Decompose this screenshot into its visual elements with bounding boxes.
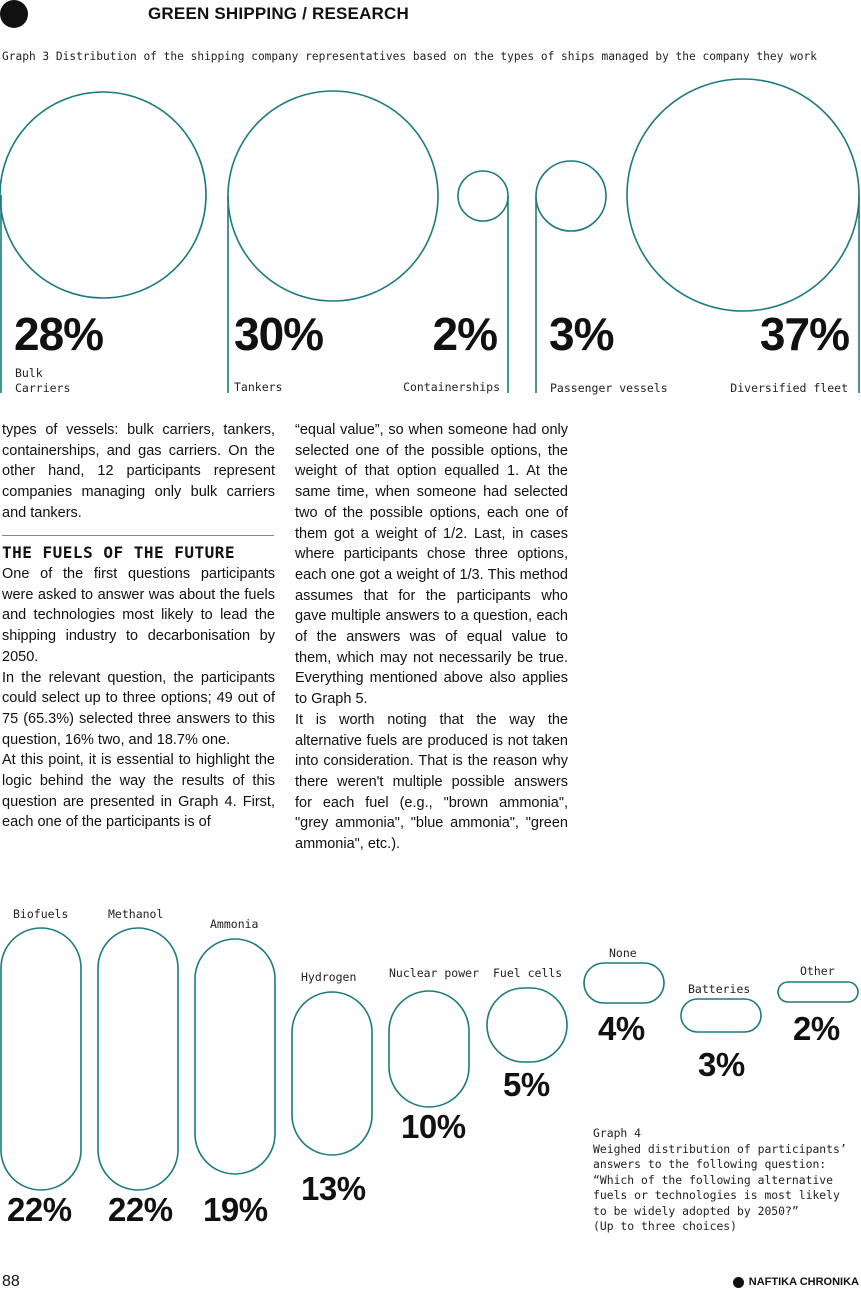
- graph4-label-other: Other: [800, 964, 835, 978]
- graph4-label-nuclear-power: Nuclear power: [389, 966, 480, 980]
- graph4-pct-hydrogen: 13%: [301, 1170, 366, 1207]
- graph3-label-diversified-fleet: Diversified fleet: [730, 381, 848, 395]
- graph3-pct-diversified-fleet: 37%: [759, 308, 849, 360]
- section-heading: THE FUELS OF THE FUTURE: [2, 543, 236, 562]
- graph3-label-containerships: Containerships: [403, 380, 500, 394]
- graph4-capsule-other: [778, 982, 858, 1002]
- graph4-capsule-batteries: [681, 999, 761, 1032]
- footer-brand-name: NAFTIKA CHRONIKA: [748, 1276, 859, 1288]
- graph4-label-methanol: Methanol: [108, 907, 164, 921]
- graph3-bubbles: [0, 75, 861, 400]
- graph4-capsule-nuclear-power: [389, 991, 469, 1107]
- graph3-bubble-containerships: [458, 171, 508, 221]
- graph4-label-hydrogen: Hydrogen: [301, 970, 357, 984]
- graph4-pct-other: 2%: [793, 1010, 840, 1047]
- graph4-pct-batteries: 3%: [698, 1046, 745, 1083]
- graph4-pct-biofuels: 22%: [7, 1191, 72, 1228]
- graph4-label-fuel-cells: Fuel cells: [493, 966, 563, 980]
- graph4-label-batteries: Batteries: [688, 982, 751, 996]
- graph4-capsule-biofuels: [1, 928, 81, 1190]
- graph4-label-ammonia: Ammonia: [210, 917, 259, 931]
- graph3-bubble-passenger-vessels: [536, 161, 606, 231]
- body-column-2: [295, 420, 568, 855]
- naftika-logo-icon: [0, 0, 28, 28]
- graph4-pct-nuclear-power: 10%: [401, 1108, 466, 1145]
- graph4-pct-ammonia: 19%: [203, 1191, 268, 1228]
- graph4-capsule-methanol: [98, 928, 178, 1190]
- graph4-capsule-ammonia: [195, 939, 275, 1174]
- graph3-label-passenger-vessels: Passenger vessels: [550, 381, 668, 395]
- graph4-pct-fuel-cells: 5%: [503, 1066, 550, 1103]
- graph4-label-biofuels: Biofuels: [13, 907, 69, 921]
- graph4-capsule-none: [584, 963, 664, 1003]
- graph3-pct-containerships: 2%: [432, 308, 497, 360]
- graph4-capsule-hydrogen: [292, 992, 372, 1155]
- graph3-pct-passenger-vessels: 3%: [549, 308, 614, 360]
- graph3-pct-bulk-carriers: 28%: [14, 308, 104, 360]
- body-column-1: [2, 420, 275, 524]
- body-paragraph: types of vessels: bulk carriers, tankers, containerships, and gas carriers. On the other hand, 12 participants represent companies managing only bulk carriers and tankers.: [2, 422, 275, 521]
- graph3-label-bulk-carriers: Bulk Carriers: [15, 366, 71, 395]
- body-paragraph: It is worth noting that the way the alternative fuels are produced is not taken into consideration. That is the reason why there weren't multiple possible answers for each fuel (e.g., "brown ammonia", "grey ammonia", "blue ammonia", "green ammonia", etc.).: [295, 711, 568, 853]
- graph4-pct-none: 4%: [598, 1010, 645, 1047]
- body-paragraph: One of the first questions participants were asked to answer was about the fuels and technologies most likely to lead the shipping industry to decarbonisation by 2050.: [2, 566, 275, 665]
- graph3-label-tankers: Tankers: [234, 380, 283, 394]
- body-column-1-lower: [2, 564, 275, 833]
- footer-brand: [733, 1276, 859, 1288]
- graph4-caption: Graph 4 Weighed distribution of participants’ answers to the following question: “Which of the following alternative fuels or technologies is most likely to be widely adopted by 2050?” (Up to three choices): [593, 1126, 847, 1233]
- body-paragraph: At this point, it is essential to highlight the logic behind the way the results of this question are presented in Graph 4. First, each one of the participants is of: [2, 752, 275, 831]
- graph3-bubble-bulk-carriers: [0, 92, 206, 298]
- graph3-pct-tankers: 30%: [234, 308, 324, 360]
- body-paragraph: In the relevant question, the participants could select up to three options; 49 out of 75 (65.3%) selected three answers to this question, 16% two, and 18.7% one.: [2, 669, 275, 748]
- graph3-caption: Graph 3 Distribution of the shipping company representatives based on the types of ships managed by the company they work: [2, 50, 817, 63]
- naftika-logo-icon: [733, 1277, 744, 1288]
- graph4-label-none: None: [609, 946, 637, 960]
- body-paragraph: “equal value”, so when someone had only selected one of the possible options, the weight of that option equalled 1. At the same time, when someone had selected two of the possible options, each one of them got a weight of 1/2. Last, in cases where participants chose three options, each one got a weight of 1/3. This method assumes that for the participants who gave multiple answers to a question, each of the answers was of equal value to them, which may not necessarily be true. Everything mentioned above also applies to Graph 5.: [295, 422, 568, 708]
- page-section-title: GREEN SHIPPING / RESEARCH: [148, 4, 409, 23]
- graph4-pct-methanol: 22%: [108, 1191, 173, 1228]
- graph4-capsule-fuel-cells: [487, 988, 567, 1062]
- page-number: 88: [2, 1273, 20, 1290]
- section-divider: [2, 535, 274, 536]
- graph3-bubble-tankers: [228, 91, 438, 301]
- graph3-bubble-diversified-fleet: [627, 79, 859, 311]
